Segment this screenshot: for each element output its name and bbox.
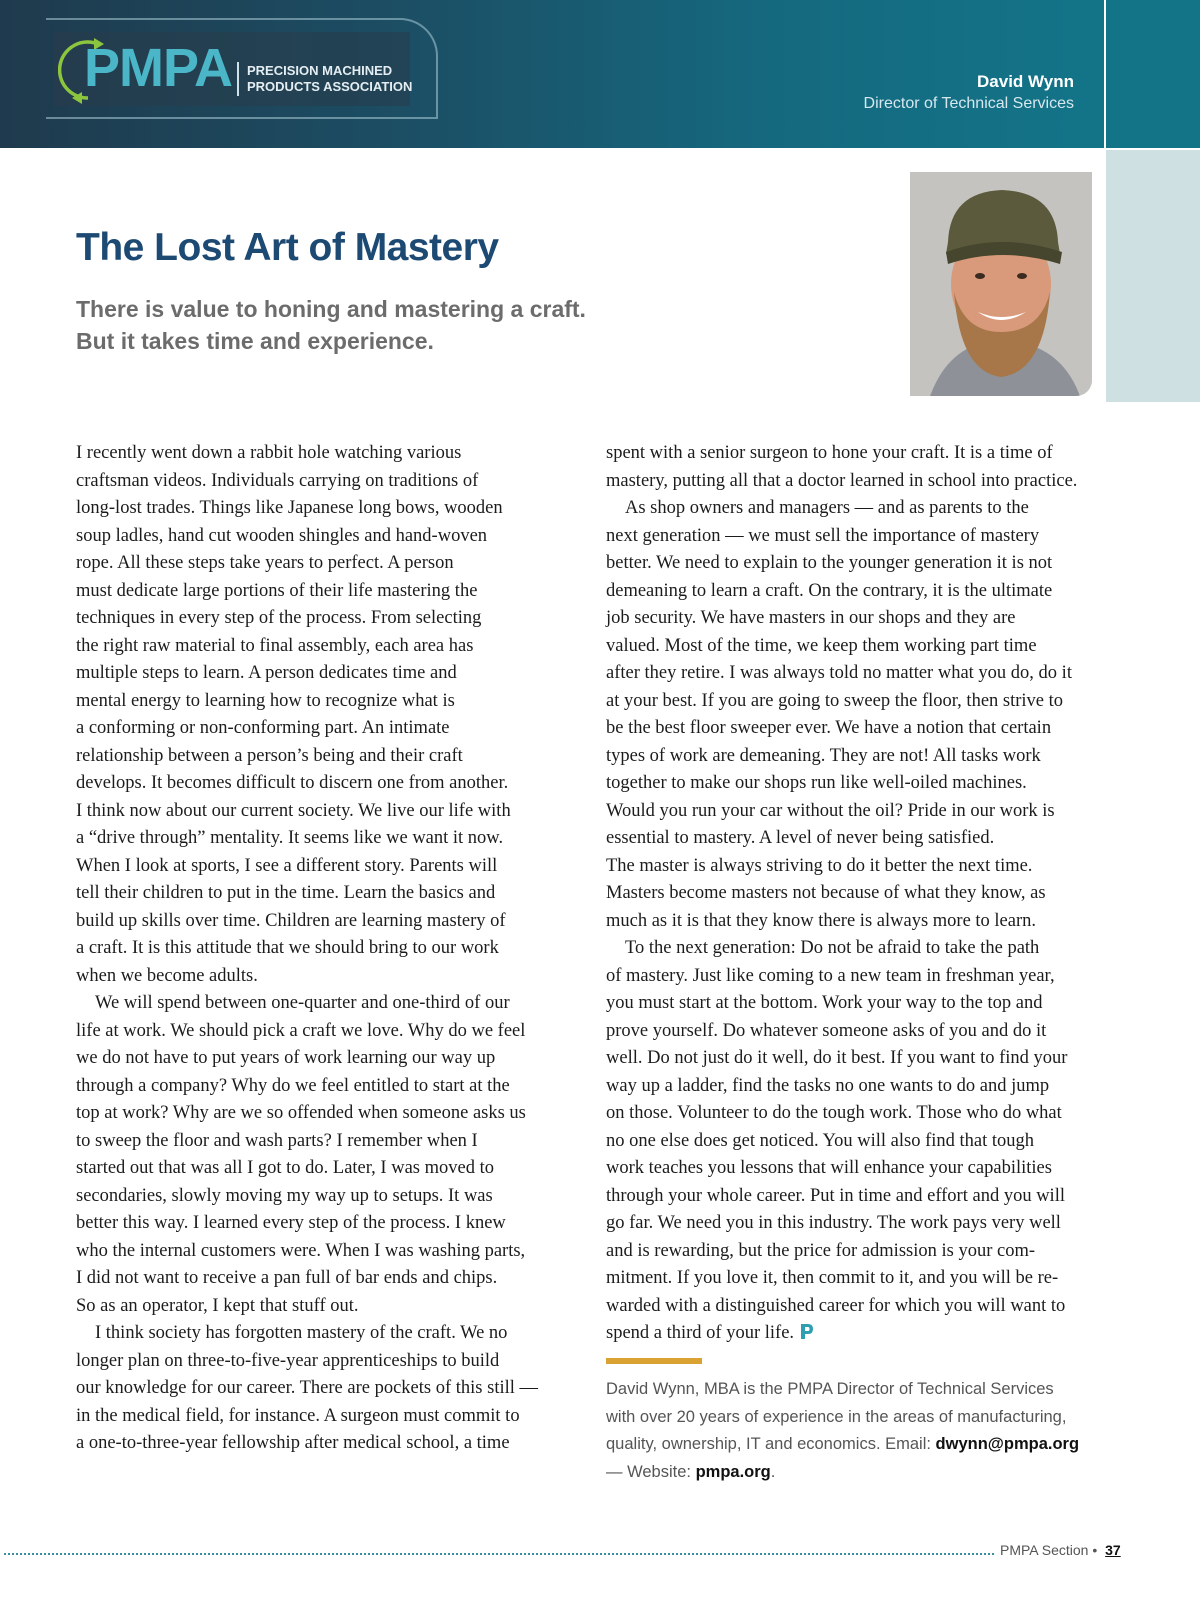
text-line: a one-to-three-year fellowship after medical school, a time [76,1433,510,1453]
text-line: better. We need to explain to the younger generation it is not [606,553,1053,573]
text-line: well. Do not just do it well, do it best. If you want to find your [606,1048,1068,1068]
pmpa-p-icon [798,1322,814,1340]
text-line: to sweep the floor and wash parts? I remember when I [76,1130,478,1151]
text-line: a “drive through” mentality. It seems like we want it now. [76,828,504,848]
author-bio [606,1376,1126,1486]
text-line: next generation — we must sell the importance of mastery [606,525,1040,546]
bio-divider [606,1358,702,1364]
text-line: When I look at sports, I see a different story. Parents will [76,855,498,876]
bio-line [606,1431,1126,1459]
text-line: when we become adults. [76,965,258,986]
text-line: top at work? Why are we so offended when someone asks us [76,1103,526,1123]
text-line: be the best floor sweeper ever. We have a notion that certain [606,718,1052,738]
text-line: To the next generation: Do not be afraid to take the path [625,938,1040,958]
text-line: I think society has forgotten mastery of the craft. We no [95,1323,508,1343]
text-line: demeaning to learn a craft. On the contrary, it is the ultimate [606,580,1053,601]
bio-line [606,1459,1126,1487]
text-line: essential to mastery. A level of never being satisfied. [606,828,995,848]
text-line: soup ladles, hand cut wooden shingles and hand-woven [76,525,488,546]
author-photo [910,172,1092,396]
text-line: started out that was all I got to do. Later, I was moved to [76,1158,494,1178]
text-line: relationship between a person’s being and their craft [76,745,463,766]
text-line: I did not want to receive a pan full of bar ends and chips. [76,1268,498,1288]
text-line: rope. All these steps take years to perfect. A person [76,553,454,573]
text-line: the right raw material to final assembly, each area has [76,635,474,656]
text-line: our knowledge for our career. There are pockets of this still — [76,1378,539,1398]
text-line: together to make our shops run like well-oiled machines. [606,773,1027,793]
header-corner-strip [1106,0,1200,148]
website-link[interactable]: pmpa.org [695,1462,771,1481]
text-line: prove yourself. Do whatever someone asks of you and do it [606,1020,1047,1041]
text-line: work teaches you lessons that will enhance your capabilities [606,1158,1052,1178]
footer-separator: • [1092,1542,1098,1558]
text-line: I think now about our current society. We live our life with [76,800,511,821]
author-name: David Wynn [977,72,1074,91]
text-line: multiple steps to learn. A person dedicates time and [76,663,457,683]
text-line: Would you run your car without the oil? Pride in our work is [606,800,1055,821]
text-line: we do not have to put years of work learning our way up [76,1048,496,1068]
footer [1000,1542,1121,1558]
text-line: As shop owners and managers — and as parents to the [625,498,1029,518]
author-portrait-icon [910,172,1092,396]
text-line: So as an operator, I kept that stuff out. [76,1295,359,1316]
text-line: job security. We have masters in our shops and they are [606,608,1016,628]
bio-line-text: — Website: [606,1462,696,1481]
text-line: you must start at the bottom. Work your way to the top and [606,993,1043,1013]
bio-line-text: quality, ownership, IT and economics. Email: [606,1435,936,1453]
text-line: secondaries, slowly moving my way up to setups. It was [76,1185,493,1206]
text-line: tell their children to put in the time. Learn the basics and [76,883,496,903]
bio-line-end: . [770,1462,776,1481]
text-line-last-content: spend a third of your life. [606,1323,795,1343]
right-column [606,440,1116,1348]
email-link[interactable]: dwynn@pmpa.org [935,1435,1080,1453]
side-accent-panel [1106,150,1200,402]
article-title: The Lost Art of Mastery [76,226,499,269]
text-line: We will spend between one-quarter and one-third of our [95,993,510,1013]
text-line: spent with a senior surgeon to hone your craft. It is a time of [606,443,1053,463]
logo-divider [237,62,239,96]
text-line: through your whole career. Put in time and effort and you will [606,1185,1065,1206]
text-line-last [606,1320,1116,1348]
text-line: types of work are demeaning. They are not! All tasks work [606,745,1041,766]
text-line: I recently went down a rabbit hole watching various [76,443,462,463]
text-line: of mastery. Just like coming to a new team in freshman year, [606,965,1055,986]
text-line: better this way. I learned every step of the process. I knew [76,1213,506,1233]
text-line: a craft. It is this attitude that we should bring to our work [76,938,499,958]
text-line: valued. Most of the time, we keep them working part time [606,635,1037,656]
association-line-1: PRECISION MACHINED [247,63,393,78]
logo-text: PMPA [84,38,233,98]
text-line: techniques in every step of the process. From selecting [76,608,482,628]
subtitle-line-1: There is value to honing and mastering a craft. [76,296,586,322]
text-line: long-lost trades. Things like Japanese long bows, wooden [76,498,503,518]
text-line: in the medical field, for instance. A surgeon must commit to [76,1405,520,1426]
author-title: Director of Technical Services [863,95,1074,112]
text-line: life at work. We should pick a craft we love. Why do we feel [76,1020,526,1041]
text-line: go far. We need you in this industry. The work pays very well [606,1213,1061,1233]
text-line: through a company? Why do we feel entitled to start at the [76,1075,510,1096]
bio-line: with over 20 years of experience in the areas of manufacturing, [606,1407,1067,1426]
text-line: no one else does get noticed. You will also find that tough [606,1130,1035,1151]
text-line: mitment. If you love it, then commit to it, and you will be re- [606,1268,1059,1288]
association-name [247,63,412,95]
left-column [76,440,580,1458]
text-line: must dedicate large portions of their life mastering the [76,580,478,601]
article-subtitle [76,293,636,357]
text-line: mastery, putting all that a doctor learned in school into practice. [606,470,1078,491]
text-line: build up skills over time. Children are learning mastery of [76,910,506,931]
text-line: Masters become masters not because of what they know, as [606,883,1046,903]
text-line: a conforming or non-conforming part. An intimate [76,718,450,738]
text-line: develops. It becomes difficult to discern one from another. [76,773,509,793]
text-line: much as it is that they know there is always more to learn. [606,910,1037,931]
text-line: on those. Volunteer to do the tough work. Those who do what [606,1103,1062,1123]
footer-section: PMPA Section [1000,1542,1089,1558]
footer-dotted-rule [4,1553,994,1555]
text-line: way up a ladder, find the tasks no one wants to do and jump [606,1075,1050,1096]
bio-line: David Wynn, MBA is the PMPA Director of Technical Services [606,1380,1054,1398]
text-line: warded with a distinguished career for which you will want to [606,1295,1066,1316]
association-line-2: PRODUCTS ASSOCIATION [247,79,413,94]
text-line: craftsman videos. Individuals carrying on traditions of [76,470,479,491]
text-line: after they retire. I was always told no matter what you do, do it [606,663,1072,683]
text-line: and is rewarding, but the price for admission is your com- [606,1240,1035,1261]
subtitle-line-2: But it takes time and experience. [76,328,434,354]
page-number: 37 [1105,1542,1121,1558]
text-line: The master is always striving to do it better the next time. [606,855,1033,876]
text-line: at your best. If you are going to sweep the floor, then strive to [606,690,1064,711]
text-line: longer plan on three-to-five-year apprenticeships to build [76,1350,500,1371]
text-line: mental energy to learning how to recognize what is [76,690,455,711]
text-line: who the internal customers were. When I was washing parts, [76,1240,526,1261]
